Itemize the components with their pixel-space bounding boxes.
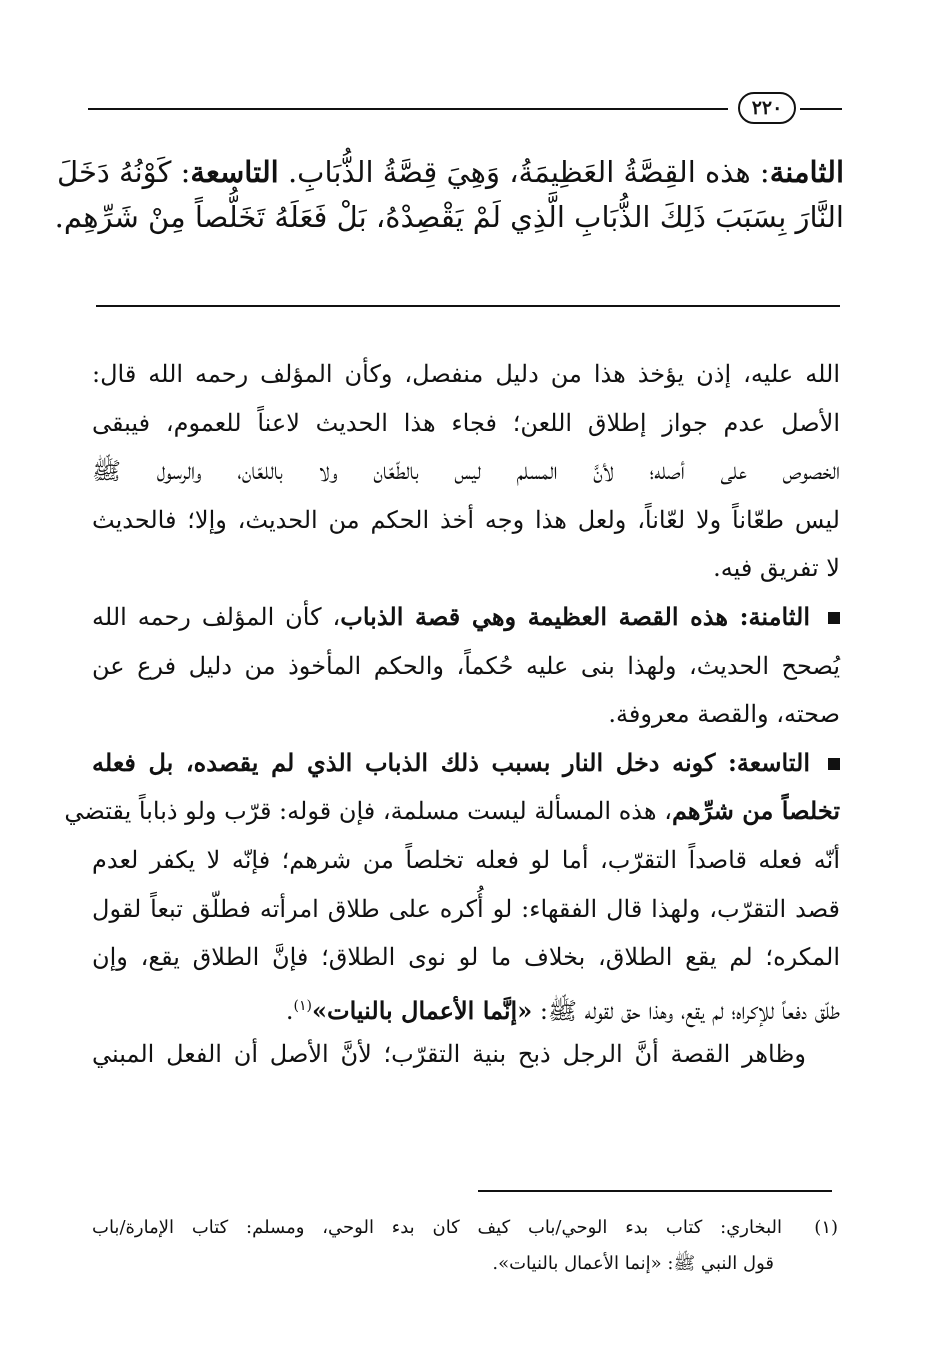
hadith-quote: «إنَّما الأعمال بالنيات» xyxy=(311,995,533,1025)
footnote-rule xyxy=(478,1190,832,1192)
page-number: ٢٢٠ xyxy=(738,92,796,124)
footnote-line-2: قول النبي ﷺ: «إنما الأعمال بالنيات». xyxy=(492,1253,774,1274)
commentary-line: الأصل عدم جواز إطلاق اللعن؛ فجاء هذا الحديث لاعناً للعموم، فيبقى xyxy=(92,408,840,437)
commentary-line: قصد التقرّب، ولهذا قال الفقهاء: لو أُكره على طلاق امرأته فطلّق تبعاً لقول xyxy=(92,894,840,923)
eighth-heading: الثامنة: هذه القصة العظيمة وهي قصة الذباب xyxy=(340,601,810,631)
matn-text-ninth: : كَوْنُهُ دَخَلَ xyxy=(57,155,191,189)
commentary-line: الخصوص على أصله؛ لأنَّ المسلم ليس بالطّعّان ولا باللعّان، والرسول ﷺ xyxy=(92,457,840,486)
matn-block xyxy=(54,150,844,240)
commentary-text: ، هذه المسألة ليست مسلمة، فإن قوله: قرّب ولو ذباباً يقتضي xyxy=(64,797,672,826)
commentary-line: لا تفريق فيه. xyxy=(713,554,840,583)
matn-line-1 xyxy=(57,150,844,195)
commentary-line: المكره؛ لم يقع الطلاق، بخلاف ما لو نوى الطلاق؛ فإنَّ الطلاق يقع، وإن xyxy=(92,943,840,972)
matn-line-2: النَّارَ بِسَبَبَ ذَلِكَ الذُّبَابِ الَّذِي لَمْ يَقْصِدْهُ، بَلْ فَعَلَهُ تَخَلُّصاً مِنْ شَرِّهِم. xyxy=(54,200,844,234)
commentary-line: أنّه فعله قاصداً التقرّب، أما لو فعله تخلصاً من شرهم؛ فإنّه لا يكفر لعدم xyxy=(92,845,840,874)
commentary-text: . xyxy=(285,996,294,1025)
commentary-line: صحته، والقصة معروفة. xyxy=(608,700,840,729)
ninth-heading-cont: تخلصاً من شرِّهم xyxy=(671,796,840,826)
commentary-line: ليس طعّاناً ولا لعّاناً، ولعل هذا وجه أخذ الحكم من الحديث، وإلا؛ فالحديث xyxy=(92,505,840,534)
commentary-line xyxy=(64,787,840,836)
footnote-text: البخاري: كتاب بدء الوحي/باب كيف كان بدء الوحي، ومسلم: كتاب الإمارة/باب xyxy=(92,1217,783,1238)
footnote-line-1 xyxy=(92,1210,838,1246)
commentary-text: طلّق دفعاً للإكراه؛ لم يقع، وهذا حق لقوله ﷺ: xyxy=(532,996,840,1025)
ninth-heading: التاسعة: كونه دخل النار بسبب ذلك الذباب الذي لم يقصده، بل فعله xyxy=(92,747,810,777)
matn-label-eighth: الثامنة xyxy=(769,155,844,189)
paragraph-ninth-line-1 xyxy=(92,739,840,788)
footnote-number: (١) xyxy=(814,1217,839,1238)
footnote xyxy=(92,1210,838,1282)
commentary-text: ، كأن المؤلف رحمه الله xyxy=(92,602,341,631)
footnote-marker[interactable]: (١) xyxy=(293,997,312,1014)
header-rule-right xyxy=(800,108,842,110)
matn-label-ninth: التاسعة xyxy=(190,155,279,189)
square-bullet-icon xyxy=(828,758,840,770)
commentary-body xyxy=(64,350,840,1079)
matn-separator-rule xyxy=(96,305,840,307)
commentary-line: وظاهر القصة أنَّ الرجل ذبح بنية التقرّب؛ لأنَّ الأصل أن الفعل المبني xyxy=(92,1040,806,1069)
square-bullet-icon xyxy=(828,612,840,624)
commentary-line: يُصحح الحديث، ولهذا بنى عليه حُكماً، والحكم المأخوذ من دليل فرع عن xyxy=(92,651,840,680)
matn-text-eighth: : هذه القِصَّةُ العَظِيمَةُ، وَهِيَ قِصَّةُ الذُّبَابِ. xyxy=(287,155,770,189)
commentary-line: الله عليه، إذن يؤخذ هذا من دليل منفصل، وكأن المؤلف رحمه الله قال: xyxy=(92,360,840,388)
paragraph-eighth-line-1 xyxy=(92,593,840,642)
header-rule-left xyxy=(88,108,728,110)
commentary-line xyxy=(92,982,840,1031)
